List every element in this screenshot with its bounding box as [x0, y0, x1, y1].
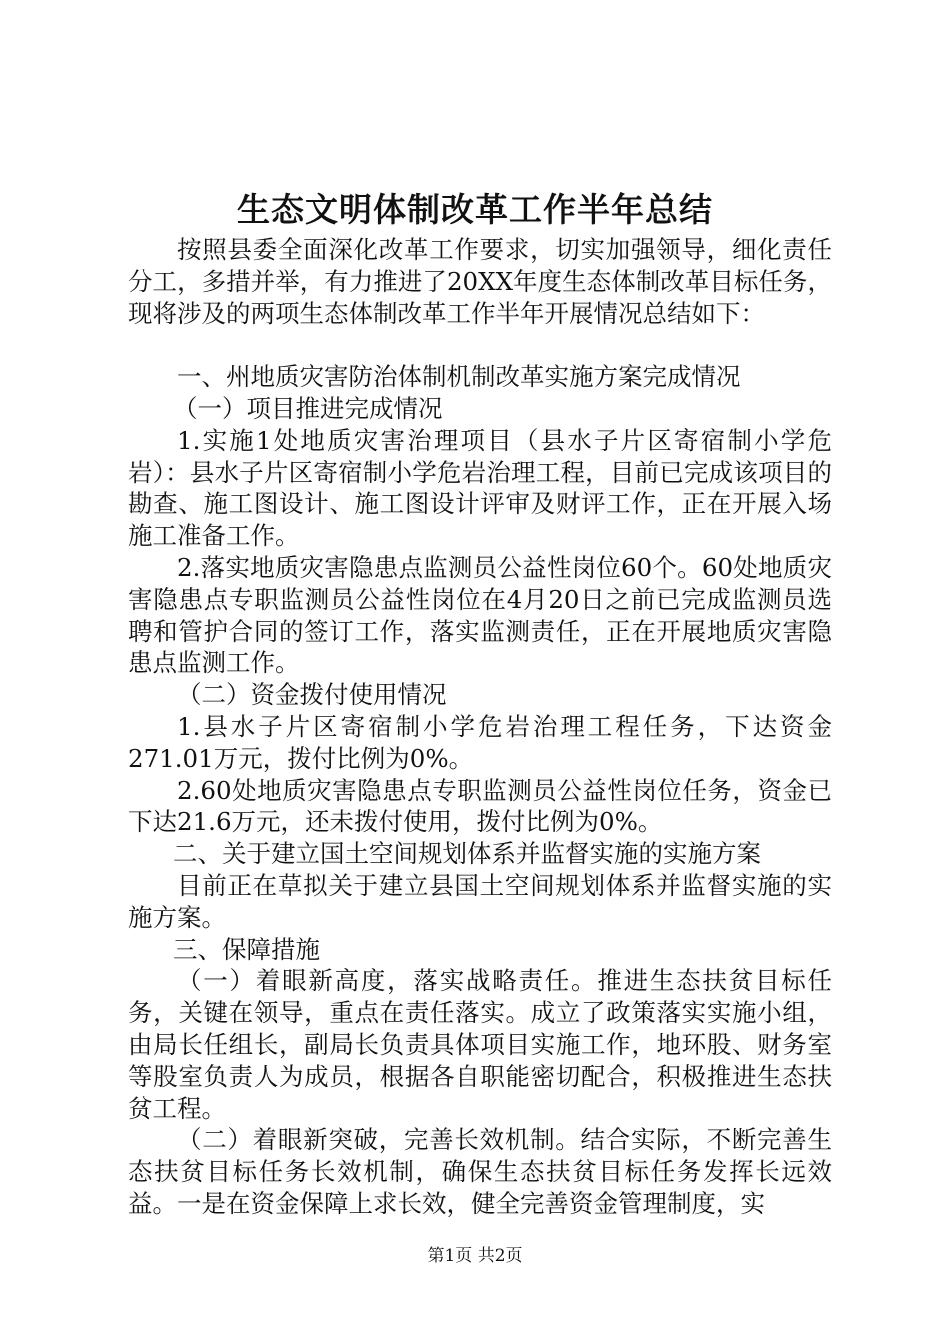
page-footer: 第1页 共2页 [427, 1246, 523, 1266]
document-title: 生态文明体制改革工作半年总结 [237, 190, 713, 229]
body-paragraph: 目前正在草拟关于建立县国土空间规划体系并监督实施的实施方案。 [128, 870, 832, 932]
body-paragraph: （二）着眼新突破，完善长效机制。结合实际，不断完善生态扶贫目标任务长效机制，确保生态扶贫目标任务发挥长远效益。一是在资金保障上求长效，健全完善资金管理制度，实 [128, 1125, 832, 1218]
section-heading-3: 三、保障措施 [173, 934, 320, 964]
body-paragraph: （一）着眼新高度，落实战略责任。推进生态扶贫目标任务，关键在领导，重点在责任落实。成立了政策落实实施小组，由局长任组长，副局长负责具体项目实施工作，地环股、财务室等股室负责人为成员，根据各自职能密切配合，积极推进生态扶贫工程。 [128, 966, 832, 1123]
section-heading-1: 一、州地质灾害防治体制机制改革实施方案完成情况 [177, 362, 741, 392]
body-paragraph: 2.60处地质灾害隐患点专职监测员公益性岗位任务，资金已下达21.6万元，还未拨付使用，拨付比例为0%。 [128, 775, 832, 837]
body-paragraph: 1.县水子片区寄宿制小学危岩治理工程任务，下达资金271.01万元，拨付比例为0%。 [128, 711, 832, 773]
subsection-heading-1-1: （一）项目推进完成情况 [173, 393, 443, 423]
body-paragraph: 1.实施1处地质灾害治理项目（县水子片区寄宿制小学危岩）：县水子片区寄宿制小学危岩治理工程，目前已完成该项目的勘查、施工图设计、施工图设计评审及财评工作，正在开展入场施工准备工作。 [128, 425, 832, 551]
body-paragraph: 2.落实地质灾害隐患点监测员公益性岗位60个。60处地质灾害隐患点专职监测员公益性岗位在4月20日之前已完成监测员选聘和管护合同的签订工作，落实监测责任，正在开展地质灾害隐患点监测工作。 [128, 552, 832, 678]
subsection-heading-1-2: （二）资金拨付使用情况 [177, 680, 447, 710]
document-body [128, 234, 832, 1220]
intro-paragraph: 按照县委全面深化改革工作要求，切实加强领导，细化责任分工，多措并举，有力推进了20XX年度生态体制改革目标任务，现将涉及的两项生态体制改革工作半年开展情况总结如下： [128, 235, 832, 328]
section-heading-2: 二、关于建立国土空间规划体系并监督实施的实施方案 [173, 839, 761, 869]
blank-line [128, 329, 832, 361]
